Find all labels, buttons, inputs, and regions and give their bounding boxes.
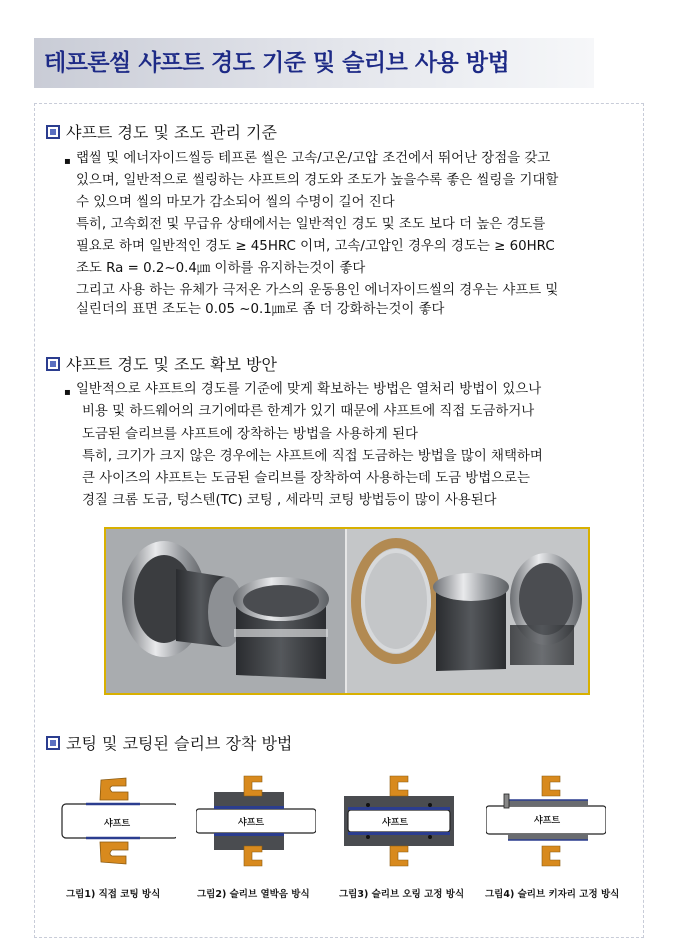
section1-line: 수 있으며 씰의 마모가 감소되어 씰의 수명이 길어 진다 [76,195,395,210]
sleeve-photo-illustration [106,529,588,693]
svg-text:샤프트: 샤프트 [534,816,561,826]
section2-body [76,379,543,513]
section2-line: 비용 및 하드웨어의 크기에따른 한계가 있기 때문에 샤프트에 직접 도금하거나 [82,404,535,420]
section2-heading [46,352,277,375]
shaft-label: 샤프트 [104,819,131,829]
diagram-key-fixing [486,770,606,880]
svg-text:샤프트: 샤프트 [382,818,409,828]
caption-fig4: 그림4) 슬리브 키자리 고정 방식 [485,889,620,900]
sleeve-photo [104,527,590,695]
section1-line: 있으며, 일반적으로 씰링하는 샤프트의 경도와 조도가 높을수록 좋은 씰링을 기대할 [76,173,559,188]
section2-heading-text: 샤프트 경도 및 조도 확보 방안 [66,355,277,374]
page-title: 테프론씰 샤프트 경도 기준 및 슬리브 사용 방법 [44,50,510,76]
diagram-shrink-fit [196,770,316,880]
section2-line: 일반적으로 샤프트의 경도를 기준에 맞게 확보하는 방법은 열처리 방법이 있으나 [76,382,542,397]
section1-line: 특히, 고속회전 및 무급유 상태에서는 일반적인 경도 및 조도 보다 더 높은 경도를 [76,217,546,232]
square-bullet-icon [46,357,60,371]
section2-line: 경질 크롬 도금, 텅스텐(TC) 코팅 , 세라믹 코팅 방법등이 많이 사용된다 [82,493,497,509]
caption-fig1: 그림1) 직접 코팅 방식 [66,889,161,900]
section1-heading [46,120,277,143]
section1-line: 그리고 사용 하는 유체가 극저온 가스의 운동용인 에너자이드씰의 경우는 샤프트 및 [76,283,559,298]
square-bullet-icon [46,736,60,750]
section3-heading-text: 코팅 및 코팅된 슬리브 장착 방법 [66,734,293,753]
section1-line: 필요로 하며 일반적인 경도 ≥ 45HRC 이며, 고속/고압인 경우의 경도는 ≥ 60HRC [76,239,555,254]
section1-line: 랩씰 및 에너자이드씰등 테프론 씰은 고속/고온/고압 조건에서 뛰어난 장점을 갖고 [76,151,551,166]
bullet-icon: ▪ [64,156,71,167]
section3-heading [46,731,292,754]
section1-line: 실린더의 표면 조도는 0.05 ~0.1㎛로 좀 더 강화하는것이 좋다 [76,302,445,317]
caption-fig2: 그림2) 슬리브 열박음 방식 [197,889,310,900]
bullet-icon: ▪ [64,387,71,398]
diagram-direct-coating [56,770,176,880]
svg-text:샤프트: 샤프트 [238,818,265,828]
square-bullet-icon [46,125,60,139]
section2-line: 큰 사이즈의 샤프트는 도금된 슬리브를 장착하여 사용하는데 도금 방법으로는 [82,471,530,487]
section2-line: 도금된 슬리브를 샤프트에 장착하는 방법을 사용하게 된다 [82,426,418,442]
section2-line: 특히, 크기가 크지 않은 경우에는 샤프트에 직접 도금하는 방법을 많이 채택하며 [82,448,543,464]
caption-fig3: 그림3) 슬리브 오링 고정 방식 [339,889,465,900]
section1-heading-text: 샤프트 경도 및 조도 관리 기준 [66,123,277,142]
section1-line: 조도 Ra = 0.2~0.4㎛ 이하를 유지하는것이 좋다 [76,261,366,276]
section1-body [76,148,558,320]
diagram-oring-fixing [340,770,460,880]
